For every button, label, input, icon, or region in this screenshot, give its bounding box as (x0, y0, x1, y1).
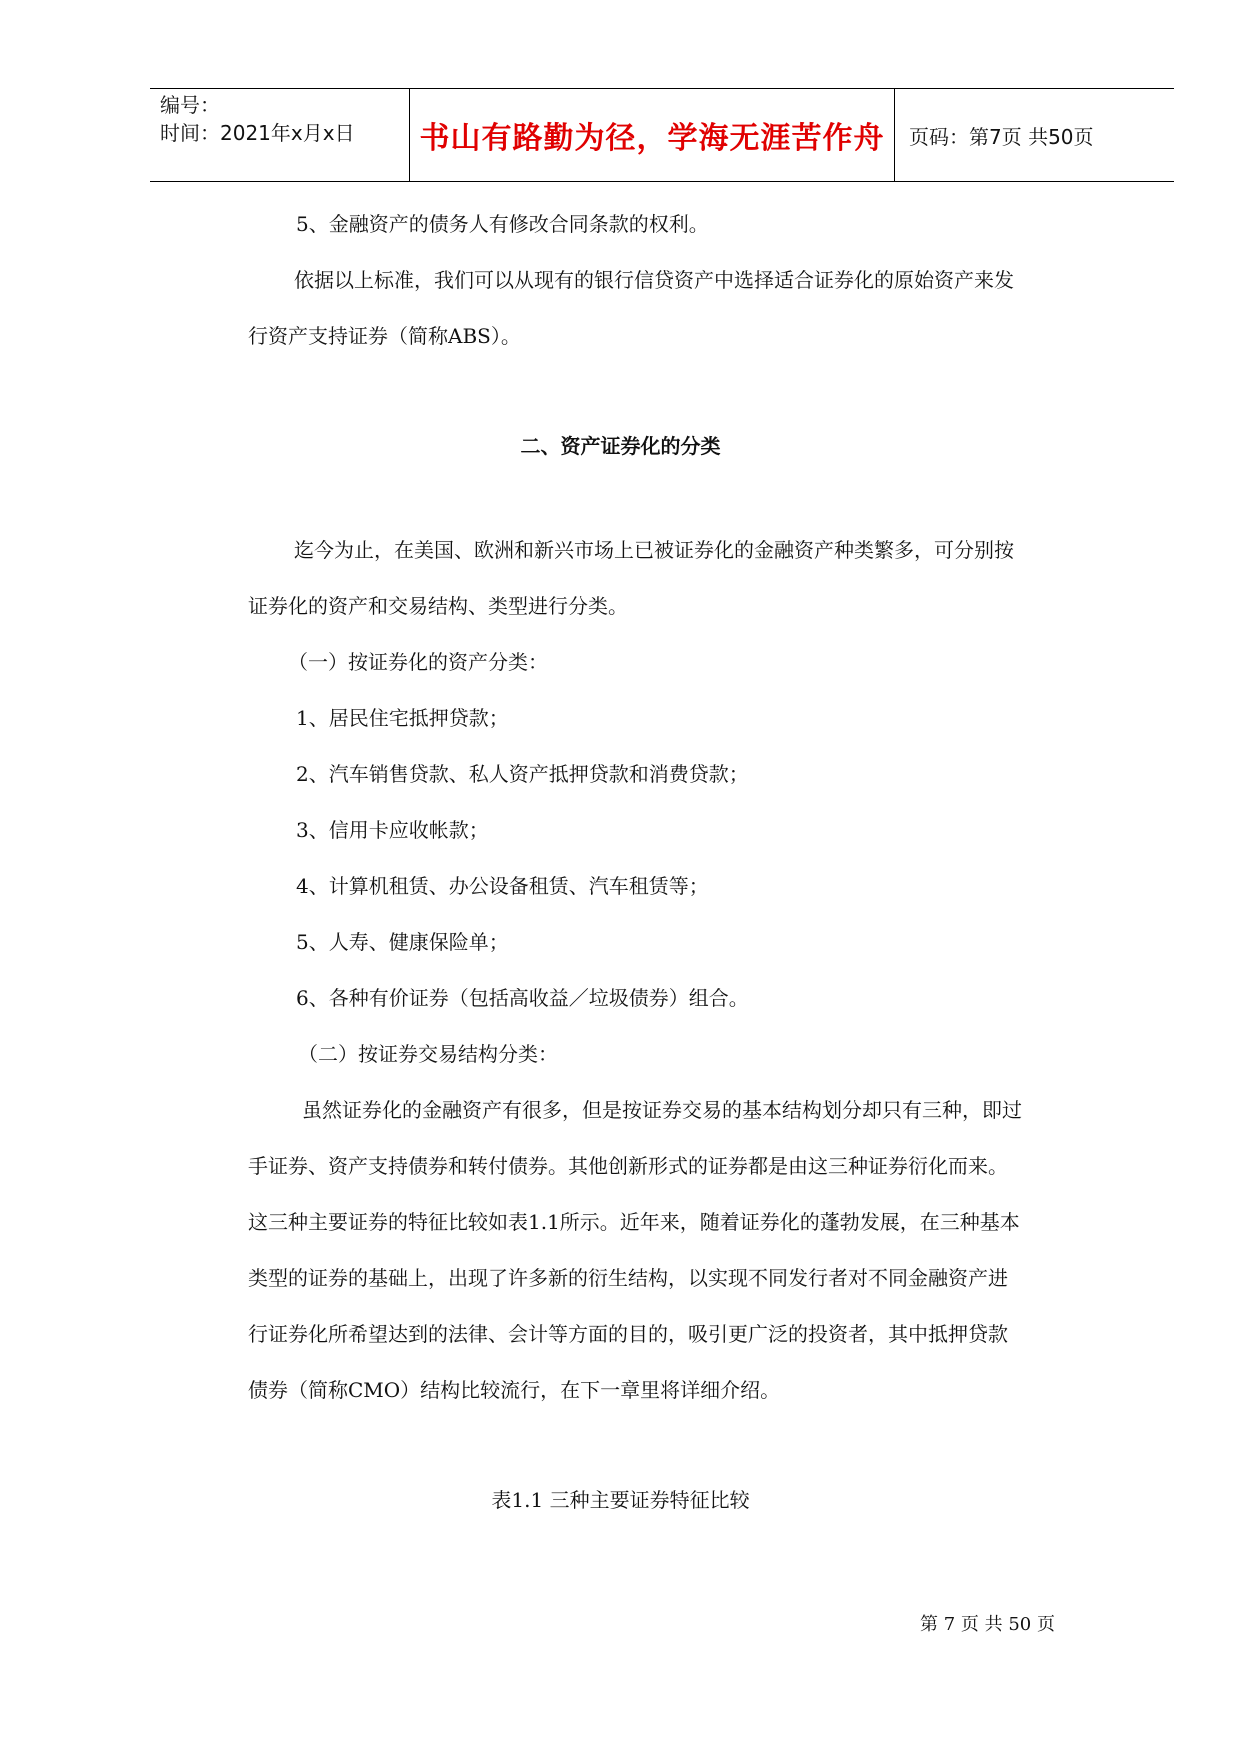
header-motto: 书山有路勤为径，学海无涯苦作舟 (419, 121, 885, 156)
list-item: 4、计算机租赁、办公设备租赁、汽车租赁等； (296, 874, 709, 898)
paragraph-item-5: 5、金融资产的债务人有修改合同条款的权利。 (296, 212, 709, 236)
table-caption: 表1.1 三种主要证券特征比较 (491, 1488, 750, 1512)
subsection-title-2: （二）按证券交易结构分类： (298, 1042, 558, 1066)
header-motto-cell (410, 89, 895, 181)
paragraph-basis-line-2: 行资产支持证券（简称ABS）。 (248, 324, 521, 348)
paragraph-intro-line-2: 证券化的资产和交易结构、类型进行分类。 (248, 594, 628, 618)
paragraph-structure-line-3: 这三种主要证券的特征比较如表1.1所示。近年来，随着证券化的蓬勃发展，在三种基本 (248, 1210, 1020, 1234)
header-meta (150, 89, 410, 181)
section-title: 二、资产证券化的分类 (520, 434, 721, 458)
paragraph-structure-line-1: 虽然证券化的金融资产有很多，但是按证券交易的基本结构划分却只有三种，即过 (302, 1098, 1022, 1122)
page-footer: 第 7 页 共 50 页 (920, 1614, 1055, 1635)
paragraph-structure-line-2: 手证券、资产支持债券和转付债券。其他创新形式的证券都是由这三种证券衍化而来。 (248, 1154, 1008, 1178)
list-item: 2、汽车销售贷款、私人资产抵押贷款和消费贷款； (296, 762, 749, 786)
paragraph-intro-line-1: 迄今为止，在美国、欧洲和新兴市场上已被证券化的金融资产种类繁多，可分别按 (294, 538, 1014, 562)
document-time-label: 时间：2021年x月x日 (160, 121, 355, 145)
header-page-info: 页码：第7页 共50页 (909, 124, 1094, 149)
page-header (150, 88, 1174, 182)
paragraph-structure-line-4: 类型的证券的基础上，出现了许多新的衍生结构，以实现不同发行者对不同金融资产进 (248, 1266, 1008, 1290)
list-item: 3、信用卡应收帐款； (296, 818, 489, 842)
paragraph-basis-line-1: 依据以上标准，我们可以从现有的银行信贷资产中选择适合证券化的原始资产来发 (294, 268, 1014, 292)
paragraph-structure-line-5: 行证券化所希望达到的法律、会计等方面的目的，吸引更广泛的投资者，其中抵押贷款 (248, 1322, 1008, 1346)
document-number-label: 编号： (160, 93, 220, 117)
subsection-title-1: （一）按证券化的资产分类： (288, 650, 548, 674)
list-item: 1、居民住宅抵押贷款； (296, 706, 509, 730)
list-item: 6、各种有价证券（包括高收益／垃圾债券）组合。 (296, 986, 749, 1010)
list-item: 5、人寿、健康保险单； (296, 930, 509, 954)
paragraph-structure-line-6: 债券（简称CMO）结构比较流行，在下一章里将详细介绍。 (248, 1378, 781, 1402)
